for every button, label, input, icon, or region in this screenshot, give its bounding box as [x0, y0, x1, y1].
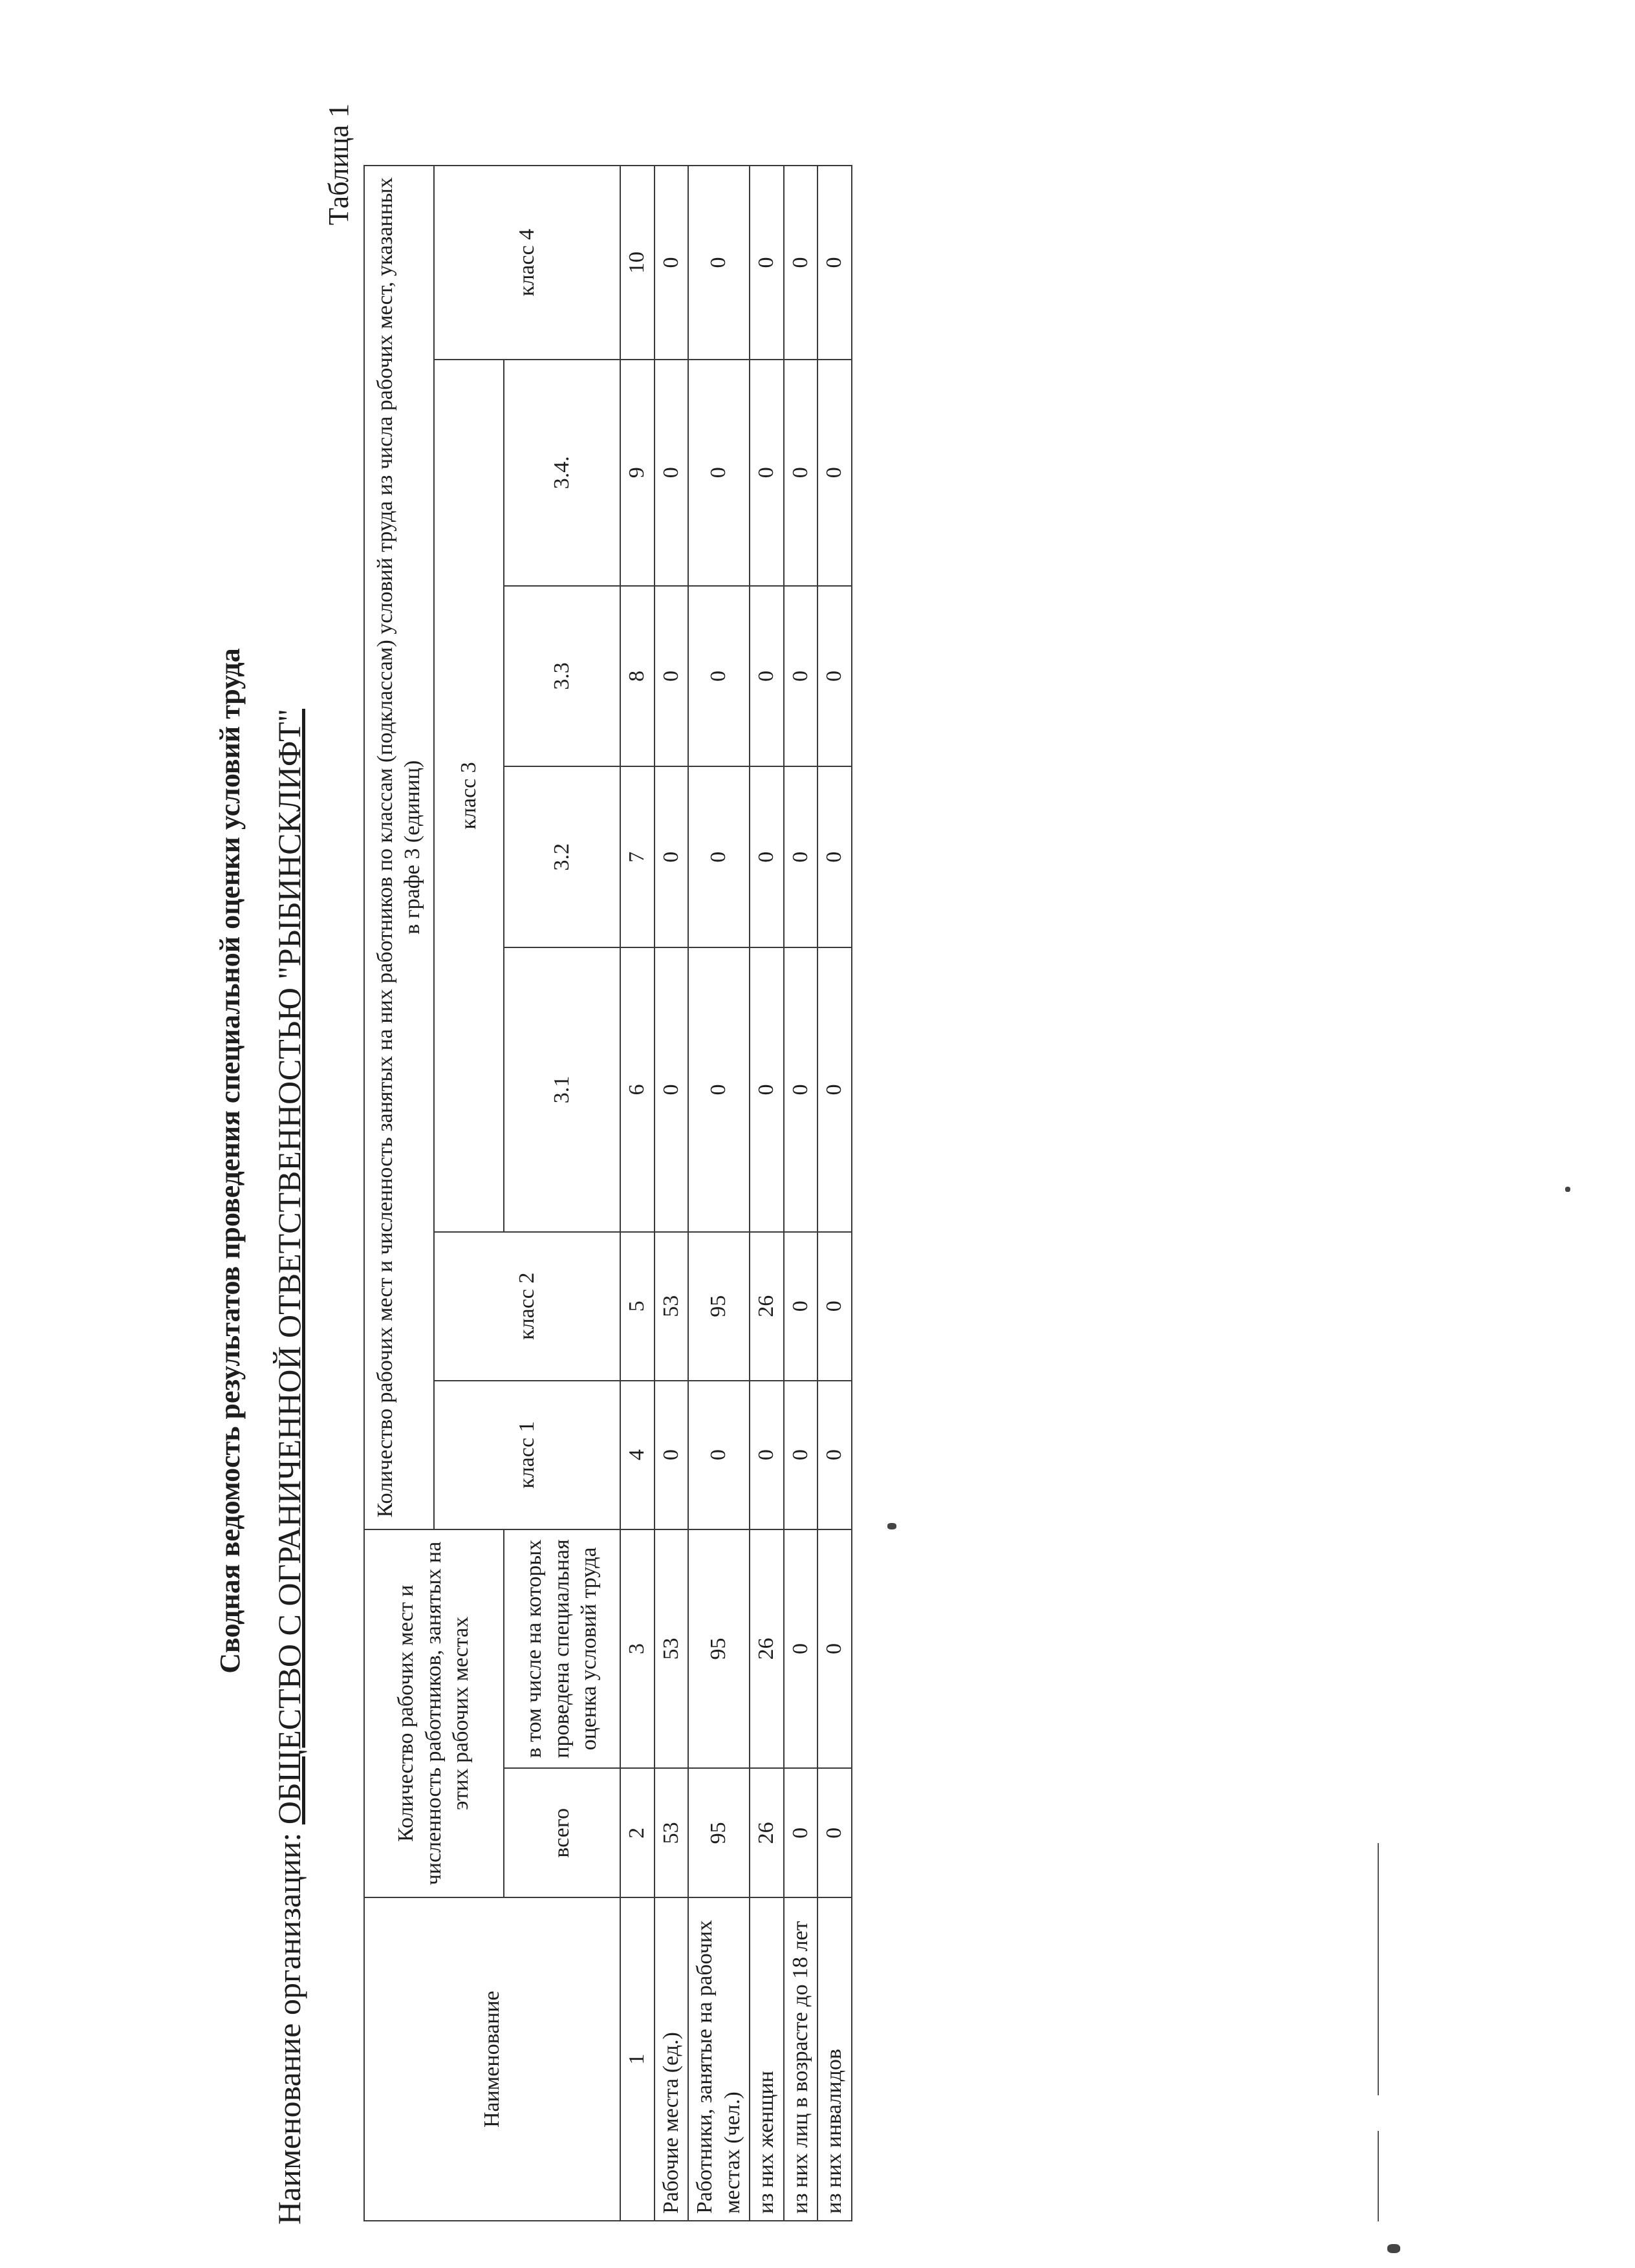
column-number: 7	[620, 766, 655, 947]
rotated-page	[213, 97, 1423, 2225]
row-name: Работники, занятые на рабочих местах (чел.)	[688, 1897, 750, 2221]
header-subclass-3-1: 3.1	[504, 947, 620, 1232]
cell-class-1: 0	[688, 1381, 750, 1529]
cell-subclass-3-4: 0	[688, 360, 750, 586]
separator-line	[1378, 1843, 1379, 2095]
header-assessed: в том числе на которых проведена специальная оценка условий труда	[504, 1529, 620, 1769]
cell-subclass-3-4: 0	[817, 360, 852, 586]
cell-subclass-3-3: 0	[655, 586, 689, 767]
cell-class-4: 0	[817, 166, 852, 360]
cell-assessed: 0	[784, 1529, 818, 1769]
header-group-workplaces: Количество рабочих мест и численность работников, занятых на этих рабочих местах	[364, 1529, 504, 1898]
scan-speck	[887, 1523, 896, 1529]
cell-class-4: 0	[750, 166, 784, 360]
header-total: всего	[504, 1768, 620, 1897]
cell-assessed: 53	[655, 1529, 689, 1769]
organization-name: ОБЩЕСТВО С ОГРАНИЧЕННОЙ ОТВЕТСТВЕННОСТЬЮ "РЫБИНСКЛИФТ"	[271, 708, 307, 1825]
cell-total: 53	[655, 1768, 689, 1897]
table-label: Таблица 1	[323, 103, 354, 226]
cell-class-1: 0	[655, 1381, 689, 1529]
cell-class-4: 0	[784, 166, 818, 360]
cell-subclass-3-2: 0	[784, 766, 818, 947]
cell-subclass-3-3: 0	[688, 586, 750, 767]
cell-total: 0	[784, 1768, 818, 1897]
column-number: 3	[620, 1529, 655, 1769]
column-number-row	[620, 166, 655, 2221]
cell-subclass-3-2: 0	[688, 766, 750, 947]
cell-subclass-3-1: 0	[688, 947, 750, 1232]
header-class-2: класс 2	[434, 1232, 620, 1381]
separator-line	[1378, 2131, 1379, 2221]
header-class-3: класс 3	[434, 360, 504, 1232]
cell-class-1: 0	[784, 1381, 818, 1529]
header-name: Наименование	[364, 1897, 620, 2221]
results-table	[363, 165, 852, 2221]
cell-total: 26	[750, 1768, 784, 1897]
row-name: из них женщин	[750, 1897, 784, 2221]
row-name: Рабочие места (ед.)	[655, 1897, 689, 2221]
cell-subclass-3-3: 0	[784, 586, 818, 767]
cell-class-4: 0	[655, 166, 689, 360]
cell-subclass-3-1: 0	[750, 947, 784, 1232]
cell-subclass-3-2: 0	[750, 766, 784, 947]
header-subclass-3-2: 3.2	[504, 766, 620, 947]
cell-subclass-3-4: 0	[655, 360, 689, 586]
column-number: 10	[620, 166, 655, 360]
cell-total: 0	[817, 1768, 852, 1897]
table-row	[688, 166, 750, 2221]
organization-line	[270, 709, 308, 2225]
cell-class-1: 0	[817, 1381, 852, 1529]
cell-subclass-3-3: 0	[817, 586, 852, 767]
document-title: Сводная ведомость результатов проведения специальной оценки условий труда	[214, 648, 246, 1674]
cell-subclass-3-1: 0	[655, 947, 689, 1232]
cell-assessed: 95	[688, 1529, 750, 1769]
column-number: 2	[620, 1768, 655, 1897]
cell-class-2: 53	[655, 1232, 689, 1381]
cell-assessed: 26	[750, 1529, 784, 1769]
column-number: 5	[620, 1232, 655, 1381]
column-number: 1	[620, 1897, 655, 2221]
cell-class-1: 0	[750, 1381, 784, 1529]
row-name: из них лиц в возрасте до 18 лет	[784, 1897, 818, 2221]
organization-label: Наименование организации:	[271, 1824, 307, 2225]
table-row	[817, 166, 852, 2221]
cell-subclass-3-4: 0	[750, 360, 784, 586]
column-number: 8	[620, 586, 655, 767]
scan-speck	[1565, 1187, 1570, 1192]
table-row	[655, 166, 689, 2221]
cell-class-2: 26	[750, 1232, 784, 1381]
cell-class-4: 0	[688, 166, 750, 360]
table-row	[784, 166, 818, 2221]
header-subclass-3-3: 3.3	[504, 586, 620, 767]
cell-subclass-3-1: 0	[784, 947, 818, 1232]
cell-total: 95	[688, 1768, 750, 1897]
cell-class-2: 0	[784, 1232, 818, 1381]
cell-subclass-3-2: 0	[655, 766, 689, 947]
cell-subclass-3-2: 0	[817, 766, 852, 947]
row-name: из них инвалидов	[817, 1897, 852, 2221]
column-number: 4	[620, 1381, 655, 1529]
header-class-1: класс 1	[434, 1381, 620, 1529]
header-subclass-3-4: 3.4.	[504, 360, 620, 586]
cell-class-2: 0	[817, 1232, 852, 1381]
cell-subclass-3-3: 0	[750, 586, 784, 767]
column-number: 9	[620, 360, 655, 586]
table-row	[750, 166, 784, 2221]
column-number: 6	[620, 947, 655, 1232]
header-group-classes: Количество рабочих мест и численность занятых на них работников по классам (подклассам) условий труда из числа рабочих мест, указанных в графе 3 (единиц)	[364, 166, 434, 1529]
cell-assessed: 0	[817, 1529, 852, 1769]
header-class-4: класс 4	[434, 166, 620, 360]
cell-subclass-3-4: 0	[784, 360, 818, 586]
cell-subclass-3-1: 0	[817, 947, 852, 1232]
cell-class-2: 95	[688, 1232, 750, 1381]
scan-speck	[1387, 2244, 1400, 2253]
